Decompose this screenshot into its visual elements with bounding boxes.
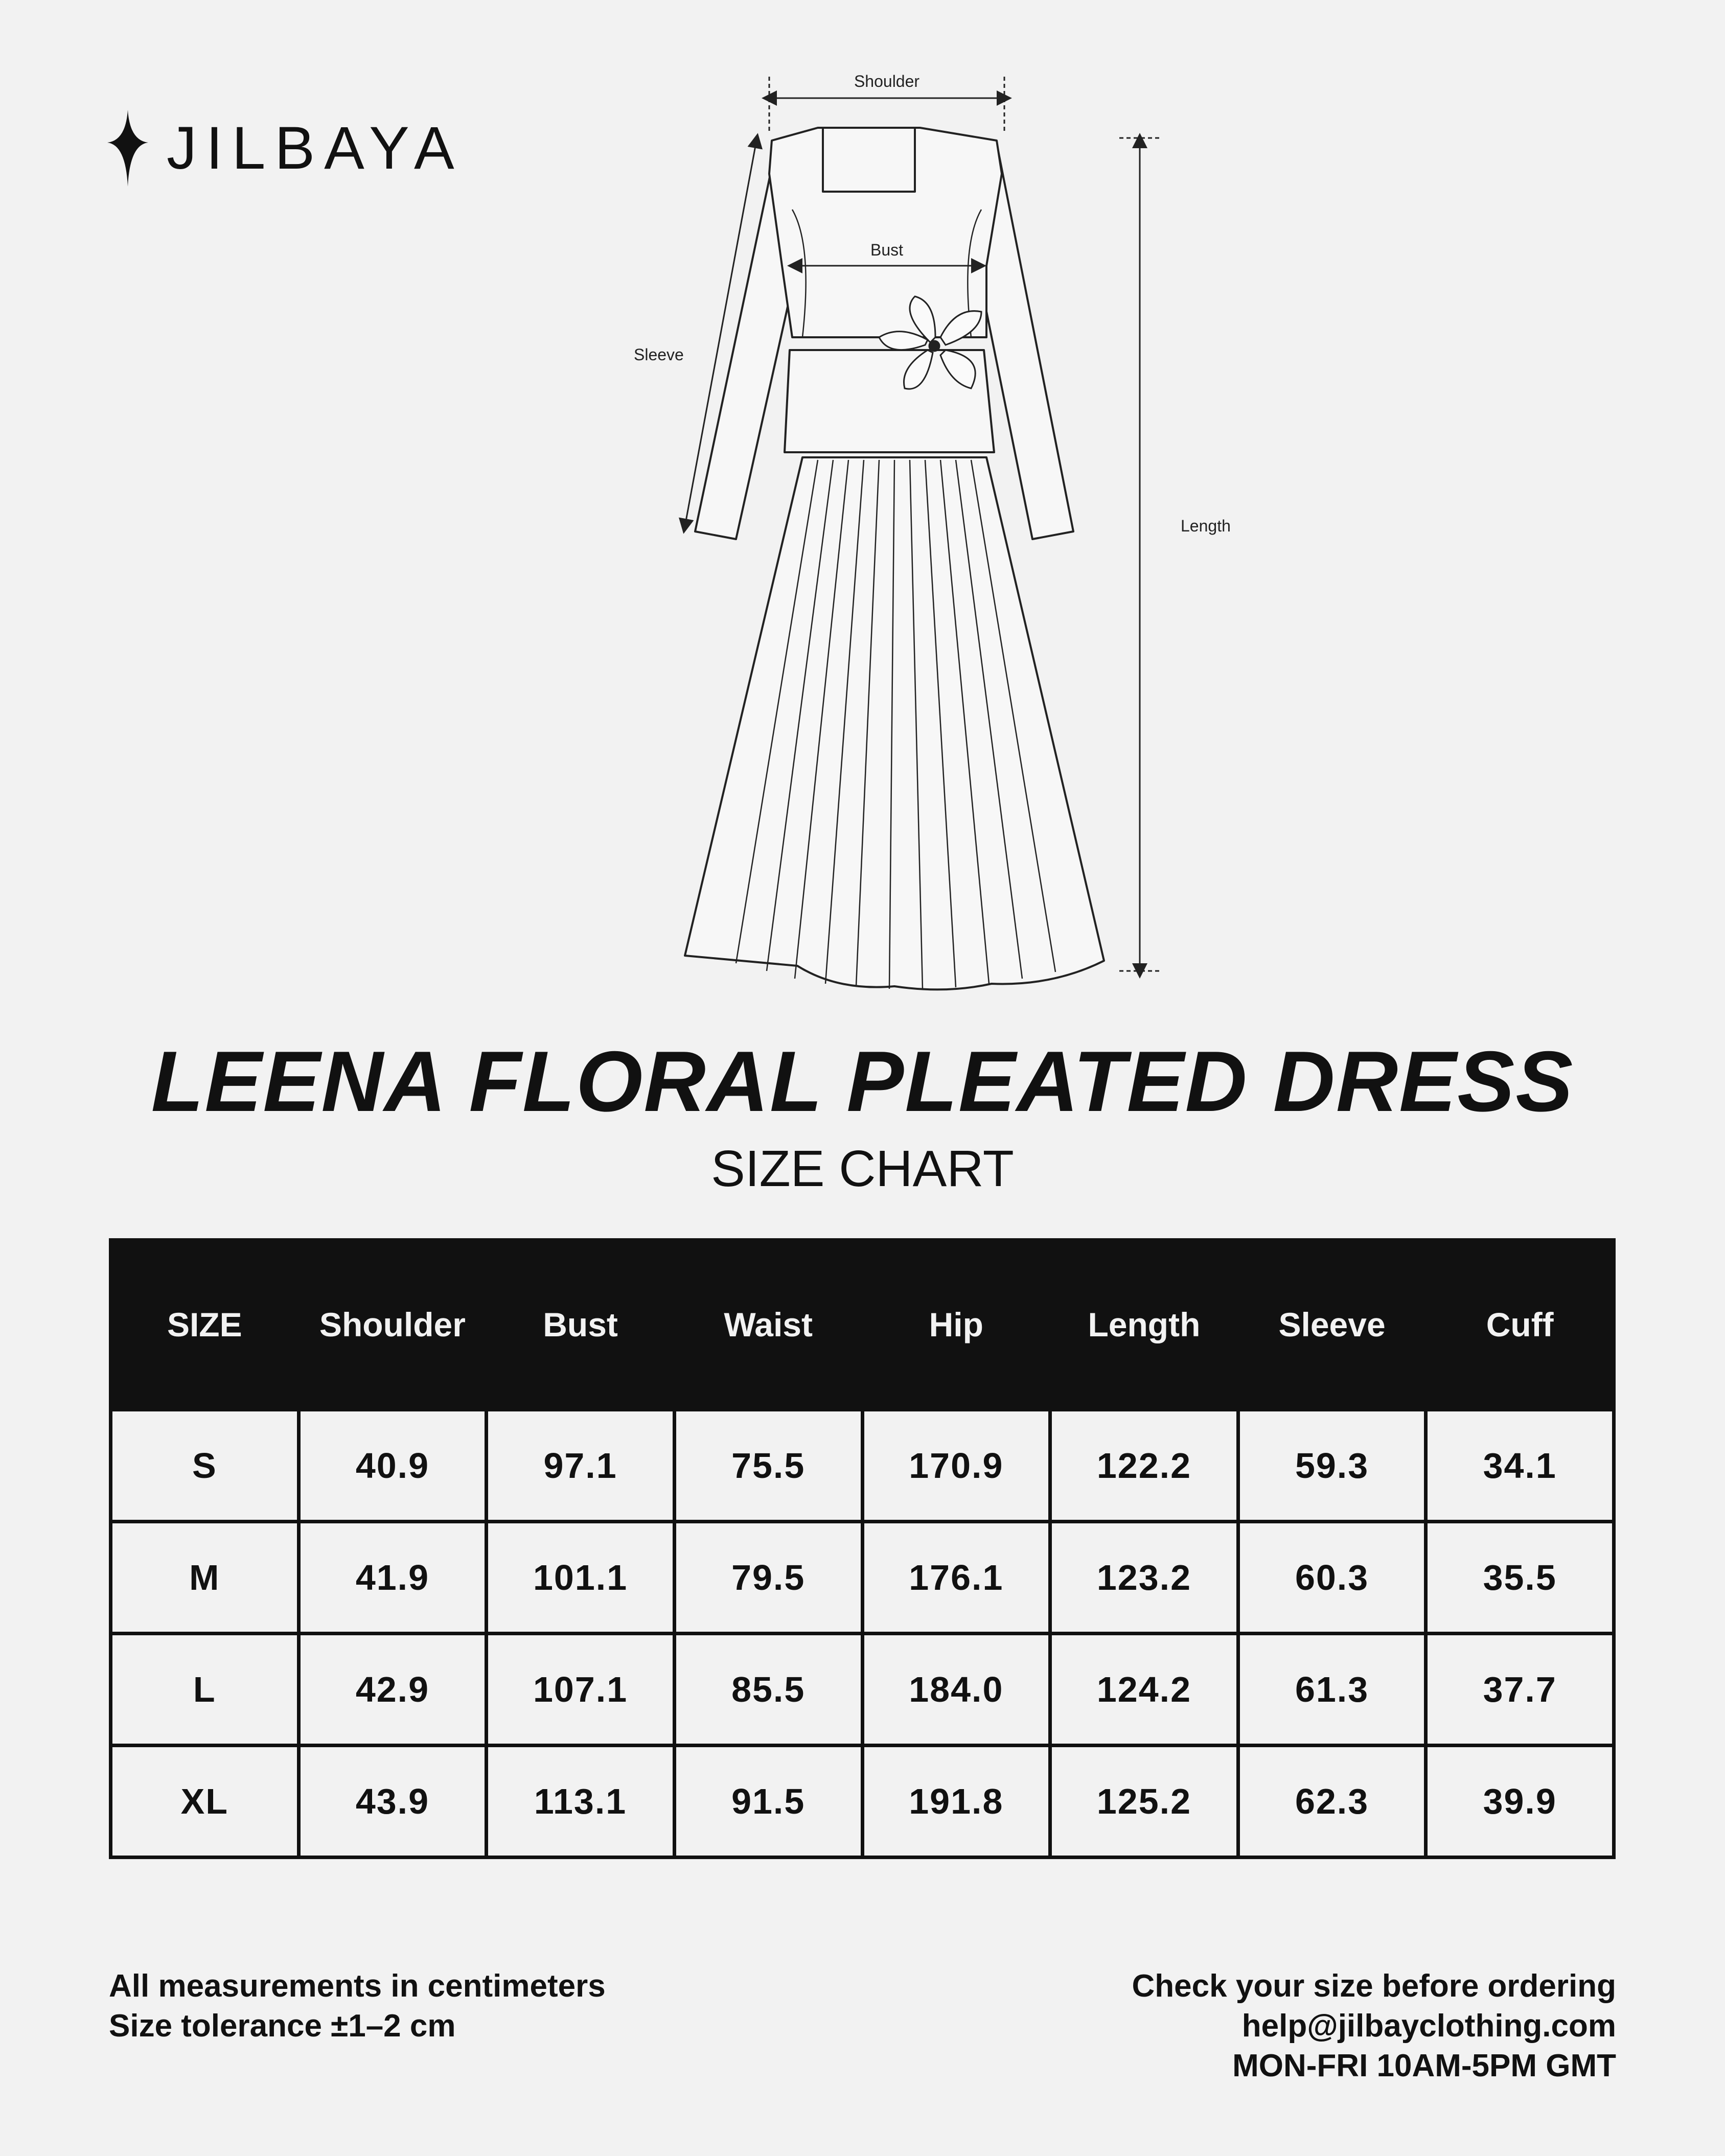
table-cell: 35.5 bbox=[1426, 1522, 1614, 1634]
table-cell: 101.1 bbox=[487, 1522, 675, 1634]
table-cell: 97.1 bbox=[487, 1410, 675, 1522]
length-label: Length bbox=[1181, 517, 1231, 535]
header-length: Length bbox=[1050, 1240, 1238, 1410]
table-cell: XL bbox=[111, 1746, 299, 1858]
check-size-note: Check your size before ordering bbox=[1132, 1968, 1616, 2004]
table-cell: M bbox=[111, 1522, 299, 1634]
brand-logo bbox=[107, 107, 464, 189]
table-cell: 39.9 bbox=[1426, 1746, 1614, 1858]
header-size: SIZE bbox=[111, 1240, 299, 1410]
table-cell: 184.0 bbox=[862, 1634, 1050, 1746]
table-cell: 62.3 bbox=[1238, 1746, 1426, 1858]
table-row bbox=[111, 1522, 1614, 1634]
table-cell: 123.2 bbox=[1050, 1522, 1238, 1634]
contact-email-link[interactable]: help@jilbayclothing.com bbox=[1241, 2008, 1616, 2044]
page-title: LEENA FLORAL PLEATED DRESS bbox=[151, 1033, 1574, 1129]
table-cell: 40.9 bbox=[298, 1410, 487, 1522]
table-cell: 60.3 bbox=[1238, 1522, 1426, 1634]
table-row bbox=[111, 1746, 1614, 1858]
size-tolerance-note: Size tolerance ±1–2 cm bbox=[109, 2008, 456, 2044]
table-cell: L bbox=[111, 1634, 299, 1746]
table-cell: 79.5 bbox=[674, 1522, 862, 1634]
business-hours: MON-FRI 10AM-5PM GMT bbox=[1232, 2048, 1616, 2083]
bust-label: Bust bbox=[870, 241, 904, 259]
header-bust: Bust bbox=[487, 1240, 675, 1410]
header-shoulder: Shoulder bbox=[298, 1240, 487, 1410]
table-cell: 42.9 bbox=[298, 1634, 487, 1746]
shoulder-label: Shoulder bbox=[854, 72, 920, 90]
table-row bbox=[111, 1410, 1614, 1522]
table-cell: 191.8 bbox=[862, 1746, 1050, 1858]
table-cell: 85.5 bbox=[674, 1634, 862, 1746]
header-sleeve: Sleeve bbox=[1238, 1240, 1426, 1410]
table-cell: 125.2 bbox=[1050, 1746, 1238, 1858]
measurement-unit-note: All measurements in centimeters bbox=[109, 1968, 606, 2004]
table-cell: 37.7 bbox=[1426, 1634, 1614, 1746]
table-cell: 91.5 bbox=[674, 1746, 862, 1858]
table-cell: 41.9 bbox=[298, 1522, 487, 1634]
page-subtitle: SIZE CHART bbox=[711, 1140, 1014, 1197]
table-cell: 122.2 bbox=[1050, 1410, 1238, 1522]
size-chart-table bbox=[109, 1238, 1616, 1859]
header-waist: Waist bbox=[674, 1240, 862, 1410]
table-cell: S bbox=[111, 1410, 299, 1522]
footer-notes bbox=[109, 1966, 606, 2046]
table-cell: 170.9 bbox=[862, 1410, 1050, 1522]
table-cell: 34.1 bbox=[1426, 1410, 1614, 1522]
table-cell: 61.3 bbox=[1238, 1634, 1426, 1746]
table-row bbox=[111, 1634, 1614, 1746]
header-cuff: Cuff bbox=[1426, 1240, 1614, 1410]
table-cell: 107.1 bbox=[487, 1634, 675, 1746]
table-header-row bbox=[111, 1240, 1614, 1410]
table-cell: 176.1 bbox=[862, 1522, 1050, 1634]
table-cell: 59.3 bbox=[1238, 1410, 1426, 1522]
table-cell: 43.9 bbox=[298, 1746, 487, 1858]
sparkle-star-icon bbox=[107, 110, 148, 187]
table-cell: 113.1 bbox=[487, 1746, 675, 1858]
header-hip: Hip bbox=[862, 1240, 1050, 1410]
footer-contact bbox=[1132, 1966, 1616, 2086]
brand-name: JILBAYA bbox=[167, 114, 464, 182]
table-cell: 75.5 bbox=[674, 1410, 862, 1522]
sleeve-label: Sleeve bbox=[634, 345, 684, 364]
table-cell: 124.2 bbox=[1050, 1634, 1238, 1746]
dress-measurement-diagram bbox=[613, 72, 1329, 1012]
